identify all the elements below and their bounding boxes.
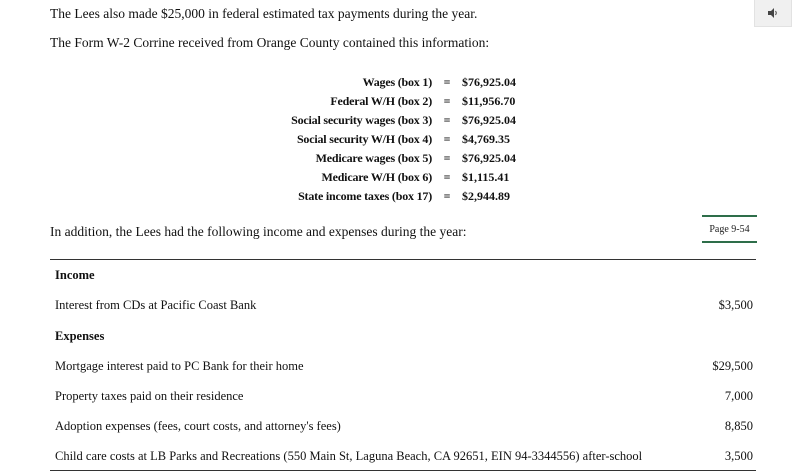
table-row: [55, 419, 753, 439]
w2-equals: =: [443, 94, 451, 108]
row-amount: 8,850: [724, 419, 753, 433]
income-header-row: [55, 268, 753, 288]
row-label: Property taxes paid on their residence: [55, 389, 244, 403]
table-row: [55, 449, 753, 469]
w2-value: $76,925.04: [462, 113, 516, 127]
w2-row-ss-wh: [220, 130, 560, 149]
w2-equals: =: [443, 113, 451, 127]
table-row: [55, 359, 753, 379]
w2-value: $76,925.04: [462, 151, 516, 165]
row-label: Child care costs at LB Parks and Recreations (550 Main St, Laguna Beach, CA 92651, EIN 94-3344556) after-school: [55, 449, 643, 463]
w2-value: $11,956.70: [462, 94, 516, 108]
w2-value: $76,925.04: [462, 75, 516, 89]
w2-label: Social security wages (box 3): [291, 113, 432, 127]
w2-equals: =: [443, 132, 451, 146]
page-reference-badge: Page 9-54: [702, 215, 757, 243]
estimated-tax-paragraph: The Lees also made $25,000 in federal estimated tax payments during the year.: [50, 6, 478, 21]
w2-label: Wages (box 1): [362, 75, 432, 89]
w2-row-federal-wh: [220, 92, 560, 111]
w2-row-wages: [220, 73, 560, 92]
w2-row-ss-wages: [220, 111, 560, 130]
w2-equals: =: [443, 75, 451, 89]
row-amount: 7,000: [724, 389, 753, 403]
audio-button[interactable]: [754, 0, 792, 27]
table-row: [55, 389, 753, 409]
w2-intro-paragraph: The Form W-2 Corrine received from Orange County contained this information:: [50, 35, 490, 50]
w2-equals: =: [443, 189, 451, 203]
w2-row-medicare-wh: [220, 168, 560, 187]
w2-info-block: [220, 73, 560, 206]
row-label: Mortgage interest paid to PC Bank for their home: [55, 359, 304, 373]
row-label: Adoption expenses (fees, court costs, and attorney's fees): [55, 419, 341, 433]
row-amount: $29,500: [712, 359, 753, 373]
w2-equals: =: [443, 151, 451, 165]
w2-value: $4,769.35: [462, 132, 510, 146]
row-label: Income: [55, 268, 95, 282]
w2-value: $1,115.41: [462, 170, 510, 184]
expenses-header-row: [55, 329, 753, 349]
w2-row-medicare-wages: [220, 149, 560, 168]
addition-paragraph: In addition, the Lees had the following income and expenses during the year:: [50, 224, 467, 239]
table-row: [55, 298, 753, 318]
w2-label: Social security W/H (box 4): [296, 132, 432, 146]
speaker-icon: [767, 7, 779, 19]
w2-row-state-tax: [220, 187, 560, 206]
row-label: Expenses: [55, 329, 105, 343]
w2-label: Medicare wages (box 5): [315, 151, 432, 165]
table-bottom-rule: [50, 470, 756, 471]
table-top-rule: [50, 259, 756, 260]
w2-equals: =: [443, 170, 451, 184]
row-amount: 3,500: [724, 449, 753, 463]
row-amount: $3,500: [718, 298, 753, 312]
w2-label: Federal W/H (box 2): [330, 94, 432, 108]
w2-value: $2,944.89: [462, 189, 510, 203]
row-label: Interest from CDs at Pacific Coast Bank: [55, 298, 257, 312]
w2-label: State income taxes (box 17): [298, 189, 432, 203]
w2-label: Medicare W/H (box 6): [321, 170, 432, 184]
